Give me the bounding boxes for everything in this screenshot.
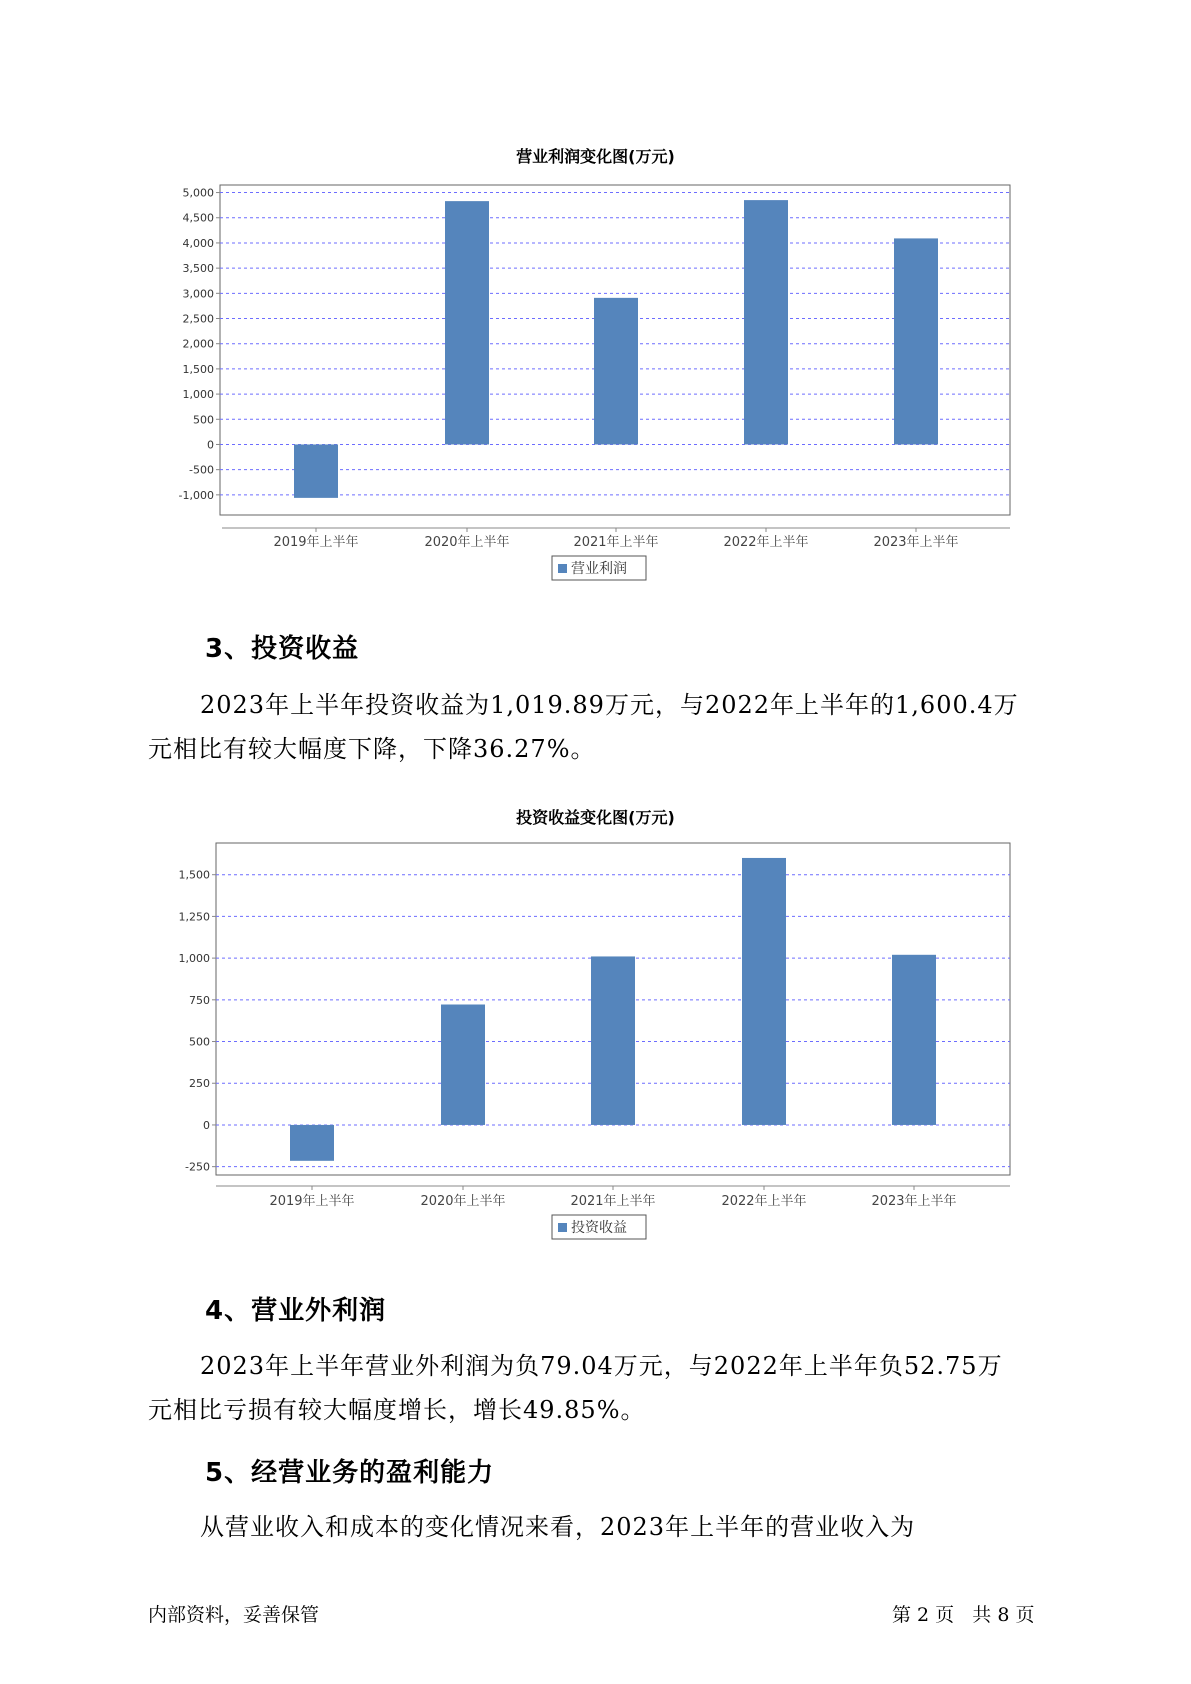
paragraph-line: 元相比亏损有较大幅度增长，增长49.85%。: [148, 1396, 646, 1424]
heading-investment-income: 3、投资收益: [205, 634, 360, 664]
y-tick-label: 500: [193, 413, 214, 427]
footer-page-number: 第 2 页 共 8 页: [892, 1604, 1035, 1626]
x-tick-label: 2021年上半年: [570, 1194, 656, 1209]
legend-label: 营业利润: [571, 561, 627, 577]
x-tick-label: 2019年上半年: [273, 535, 359, 550]
x-tick-label: 2022年上半年: [723, 535, 809, 550]
y-tick-label: 1,000: [182, 388, 214, 402]
legend-label: 投资收益: [571, 1220, 627, 1236]
paragraph-line: 2023年上半年投资收益为1,019.89万元，与2022年上半年的1,600.4万: [200, 691, 1019, 719]
y-tick-label: 1,500: [182, 362, 214, 376]
y-tick-label: 0: [203, 1118, 210, 1132]
heading-operating-profitability: 5、经营业务的盈利能力: [205, 1458, 495, 1488]
y-tick-label: 1,500: [178, 868, 210, 882]
paragraph-non-operating-profit: [148, 1344, 1068, 1432]
paragraph-operating-profitability: [148, 1505, 1068, 1549]
paragraph-investment-income: [148, 683, 1068, 771]
bar: [441, 1004, 485, 1124]
x-tick-label: 2020年上半年: [424, 535, 510, 550]
x-tick-label: 2021年上半年: [573, 535, 659, 550]
legend-swatch: [558, 1223, 567, 1232]
y-tick-label: 500: [189, 1035, 210, 1049]
x-tick-label: 2022年上半年: [721, 1194, 807, 1209]
y-tick-label: -500: [189, 463, 214, 477]
y-tick-label: 750: [189, 993, 210, 1007]
bar: [892, 955, 936, 1125]
chart-title-investment-income: 投资收益变化图(万元): [516, 808, 675, 827]
y-tick-label: 3,000: [182, 287, 214, 301]
x-tick-label: 2019年上半年: [269, 1194, 355, 1209]
y-tick-label: -1,000: [178, 488, 214, 502]
y-tick-label: 1,250: [178, 910, 210, 924]
bar: [290, 1125, 334, 1161]
y-tick-label: 3,500: [182, 262, 214, 276]
y-tick-label: 1,000: [178, 952, 210, 966]
paragraph-line: 从营业收入和成本的变化情况来看，2023年上半年的营业收入为: [200, 1513, 916, 1541]
y-tick-label: 2,000: [182, 337, 214, 351]
y-tick-label: 0: [207, 438, 214, 452]
heading-non-operating-profit: 4、营业外利润: [205, 1296, 387, 1326]
paragraph-line: 元相比有较大幅度下降，下降36.27%。: [148, 735, 596, 763]
bar: [742, 858, 786, 1125]
y-tick-label: 4,500: [182, 211, 214, 225]
y-tick-label: -250: [185, 1160, 210, 1174]
y-tick-label: 5,000: [182, 186, 214, 200]
bar: [591, 956, 635, 1125]
x-tick-label: 2023年上半年: [871, 1194, 957, 1209]
chart-title-operating-profit: 营业利润变化图(万元): [516, 147, 675, 166]
paragraph-line: 2023年上半年营业外利润为负79.04万元，与2022年上半年负52.75万: [200, 1352, 1003, 1380]
footer-confidential-note: 内部资料，妥善保管: [148, 1604, 320, 1626]
y-tick-label: 250: [189, 1077, 210, 1091]
y-tick-label: 2,500: [182, 312, 214, 326]
x-tick-label: 2020年上半年: [420, 1194, 506, 1209]
y-tick-label: 4,000: [182, 236, 214, 250]
x-tick-label: 2023年上半年: [873, 535, 959, 550]
